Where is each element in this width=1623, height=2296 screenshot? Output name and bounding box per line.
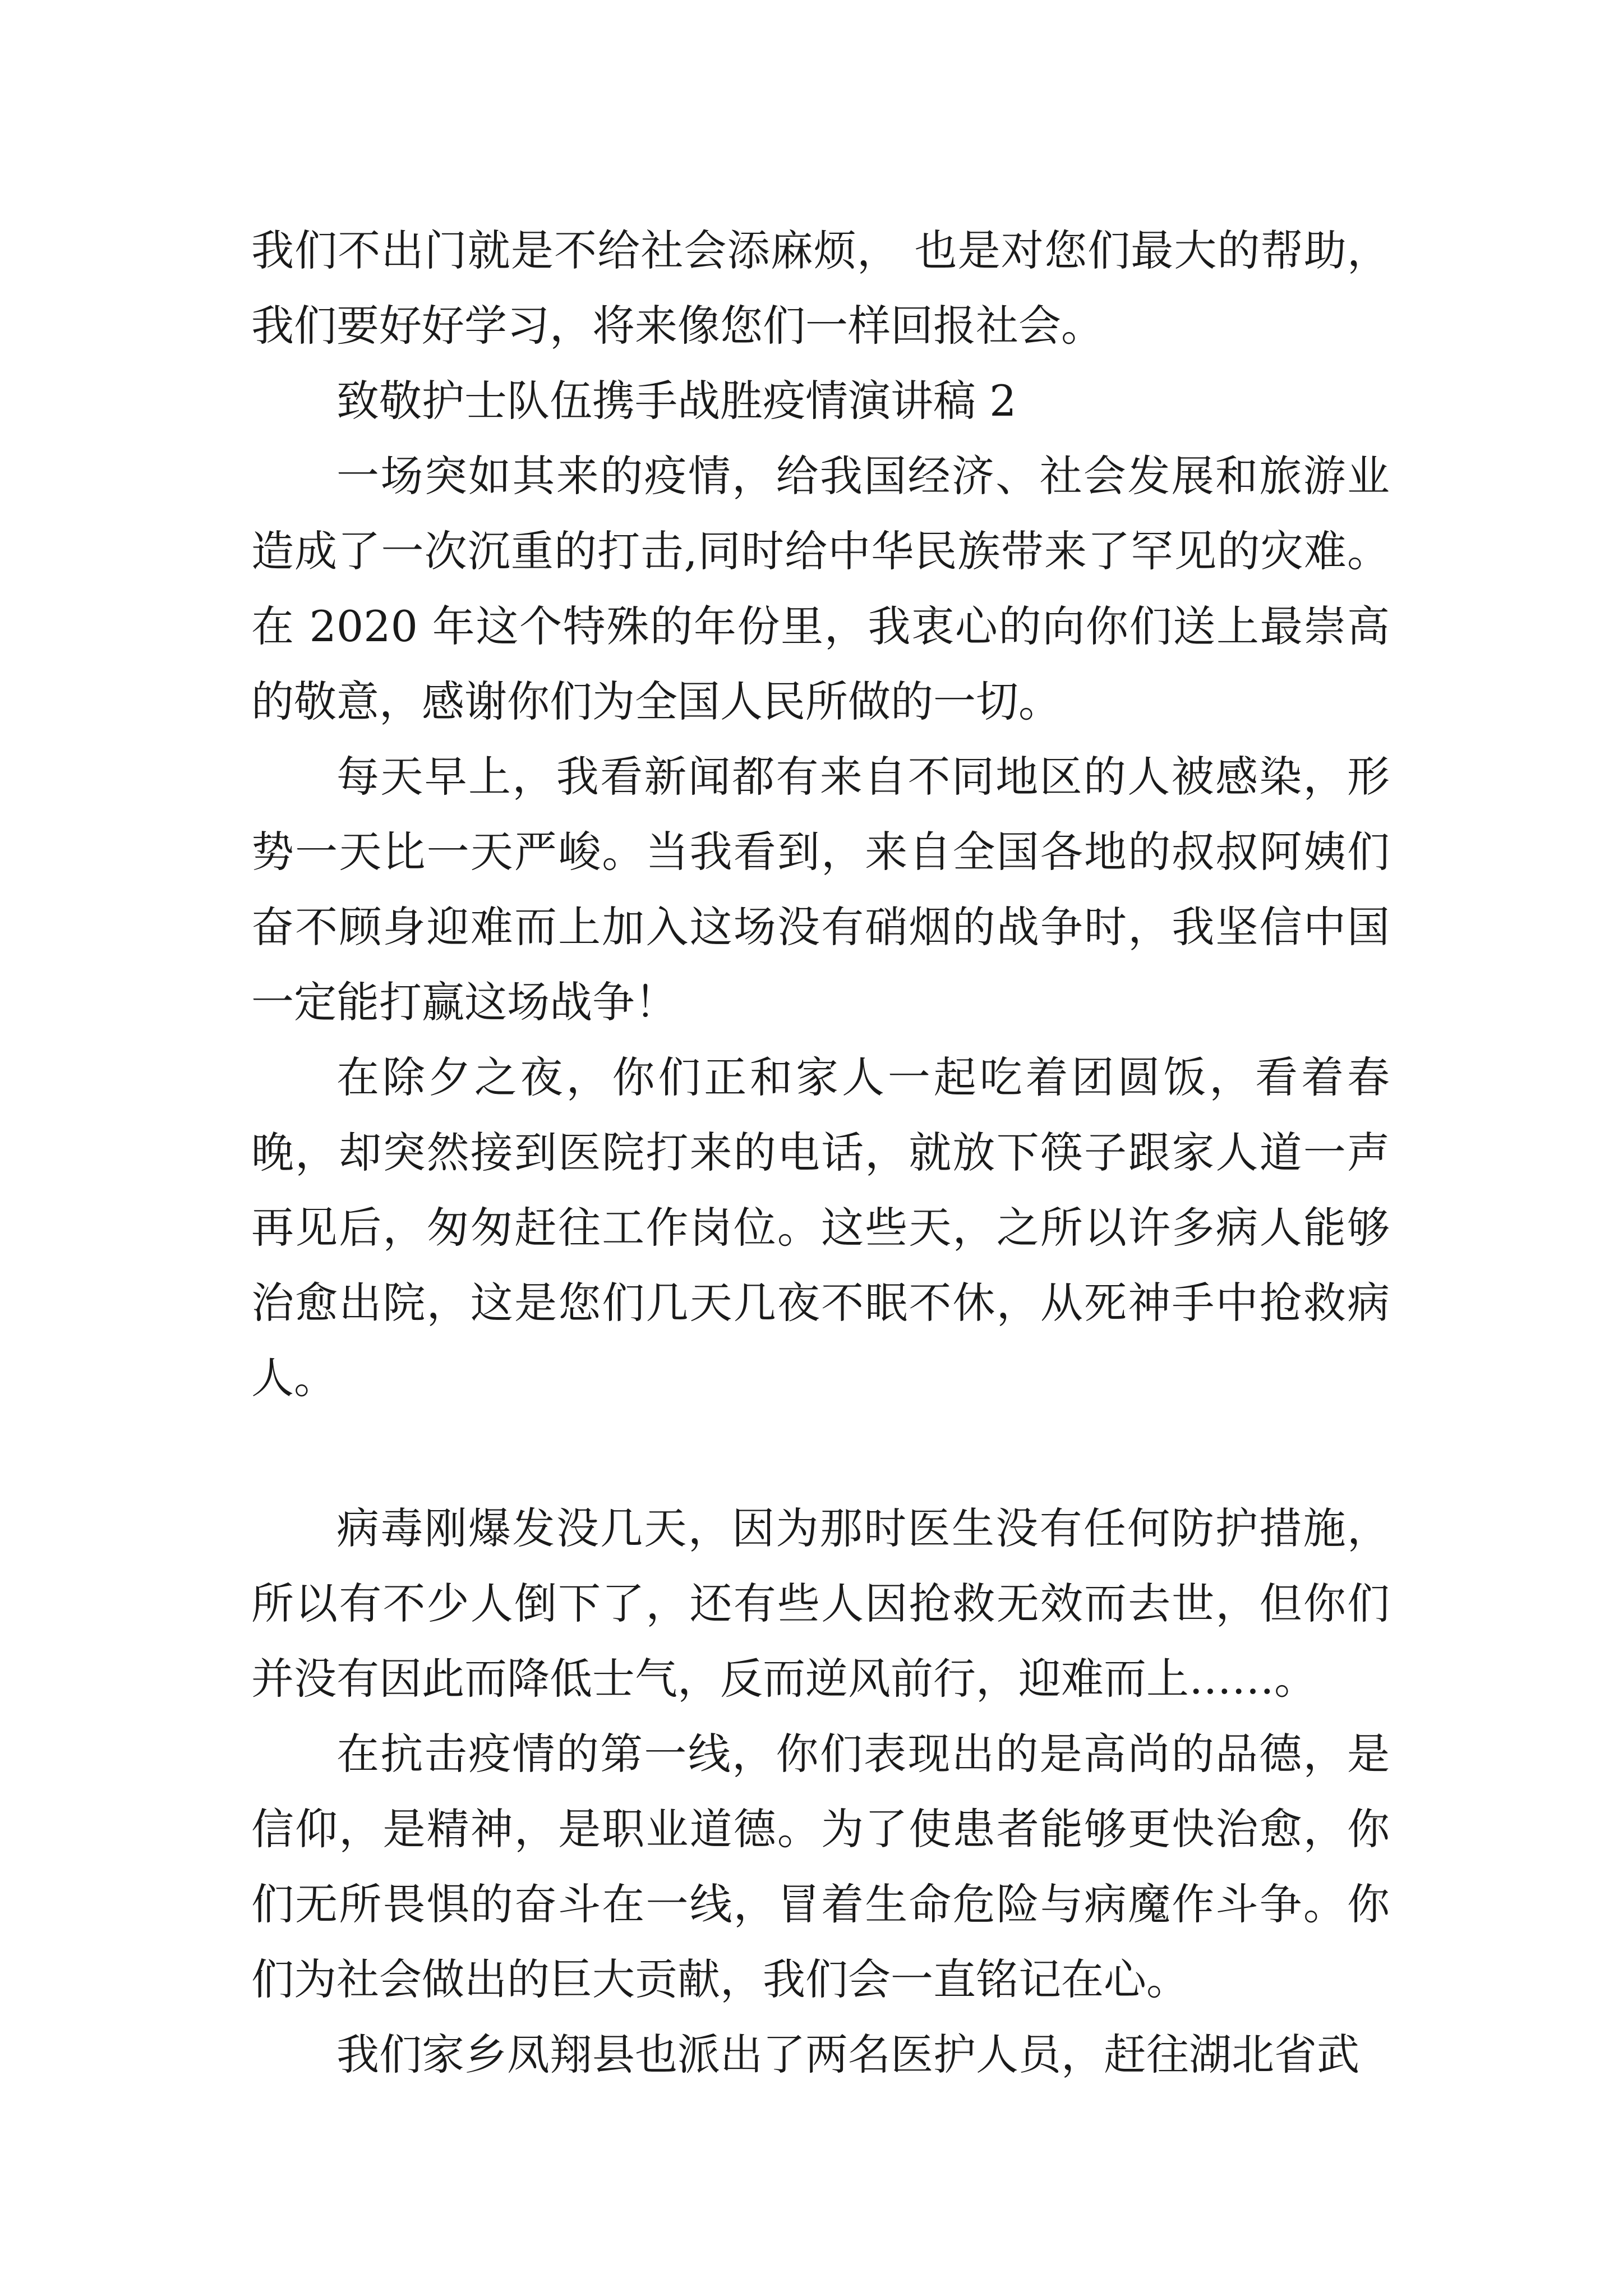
paragraph-intro: 一场突如其来的疫情，给我国经济、社会发展和旅游业造成了一次沉重的打击,同时给中华民族带来了罕见的灾难。在 2020 年这个特殊的年份里，我衷心的向你们送上最崇高的敬意，感谢你们为全国人民所做的一切。 <box>251 451 1390 726</box>
paragraph-continuation: 我们不出门就是不给社会添麻烦， 也是对您们最大的帮助，我们要好好学习，将来像您们一样回报社会。 <box>251 226 1390 351</box>
paragraph-hometown: 我们家乡凤翔县也派出了两名医护人员，赶往湖北省武 <box>336 2030 1359 2079</box>
document-body <box>251 213 1390 2092</box>
speech-title: 致敬护士队伍携手战胜疫情演讲稿 2 <box>336 376 1017 426</box>
blank-line <box>251 1416 1390 1491</box>
paragraph-outbreak: 病毒刚爆发没几天，因为那时医生没有任何防护措施，所以有不少人倒下了，还有些人因抢救无效而去世，但你们并没有因此而降低士气，反而逆风前行，迎难而上……。 <box>251 1503 1390 1704</box>
paragraph-news: 每天早上，我看新闻都有来自不同地区的人被感染，形势一天比一天严峻。当我看到，来自全国各地的叔叔阿姨们奋不顾身迎难而上加入这场没有硝烟的战争时，我坚信中国一定能打赢这场战争！ <box>251 752 1390 1027</box>
paragraph-frontline: 在抗击疫情的第一线，你们表现出的是高尚的品德，是信仰，是精神，是职业道德。为了使患者能够更快治愈，你们无所畏惧的奋斗在一线，冒着生命危险与病魔作斗争。你们为社会做出的巨大贡献，我们会一直铭记在心。 <box>251 1729 1390 2004</box>
paragraph-new-year-eve: 在除夕之夜，你们正和家人一起吃着团圆饭，看着春晚，却突然接到医院打来的电话，就放下筷子跟家人道一声再见后，匆匆赶往工作岗位。这些天，之所以许多病人能够治愈出院，这是您们几天几夜不眠不休，从死神手中抢救病人。 <box>251 1052 1390 1403</box>
